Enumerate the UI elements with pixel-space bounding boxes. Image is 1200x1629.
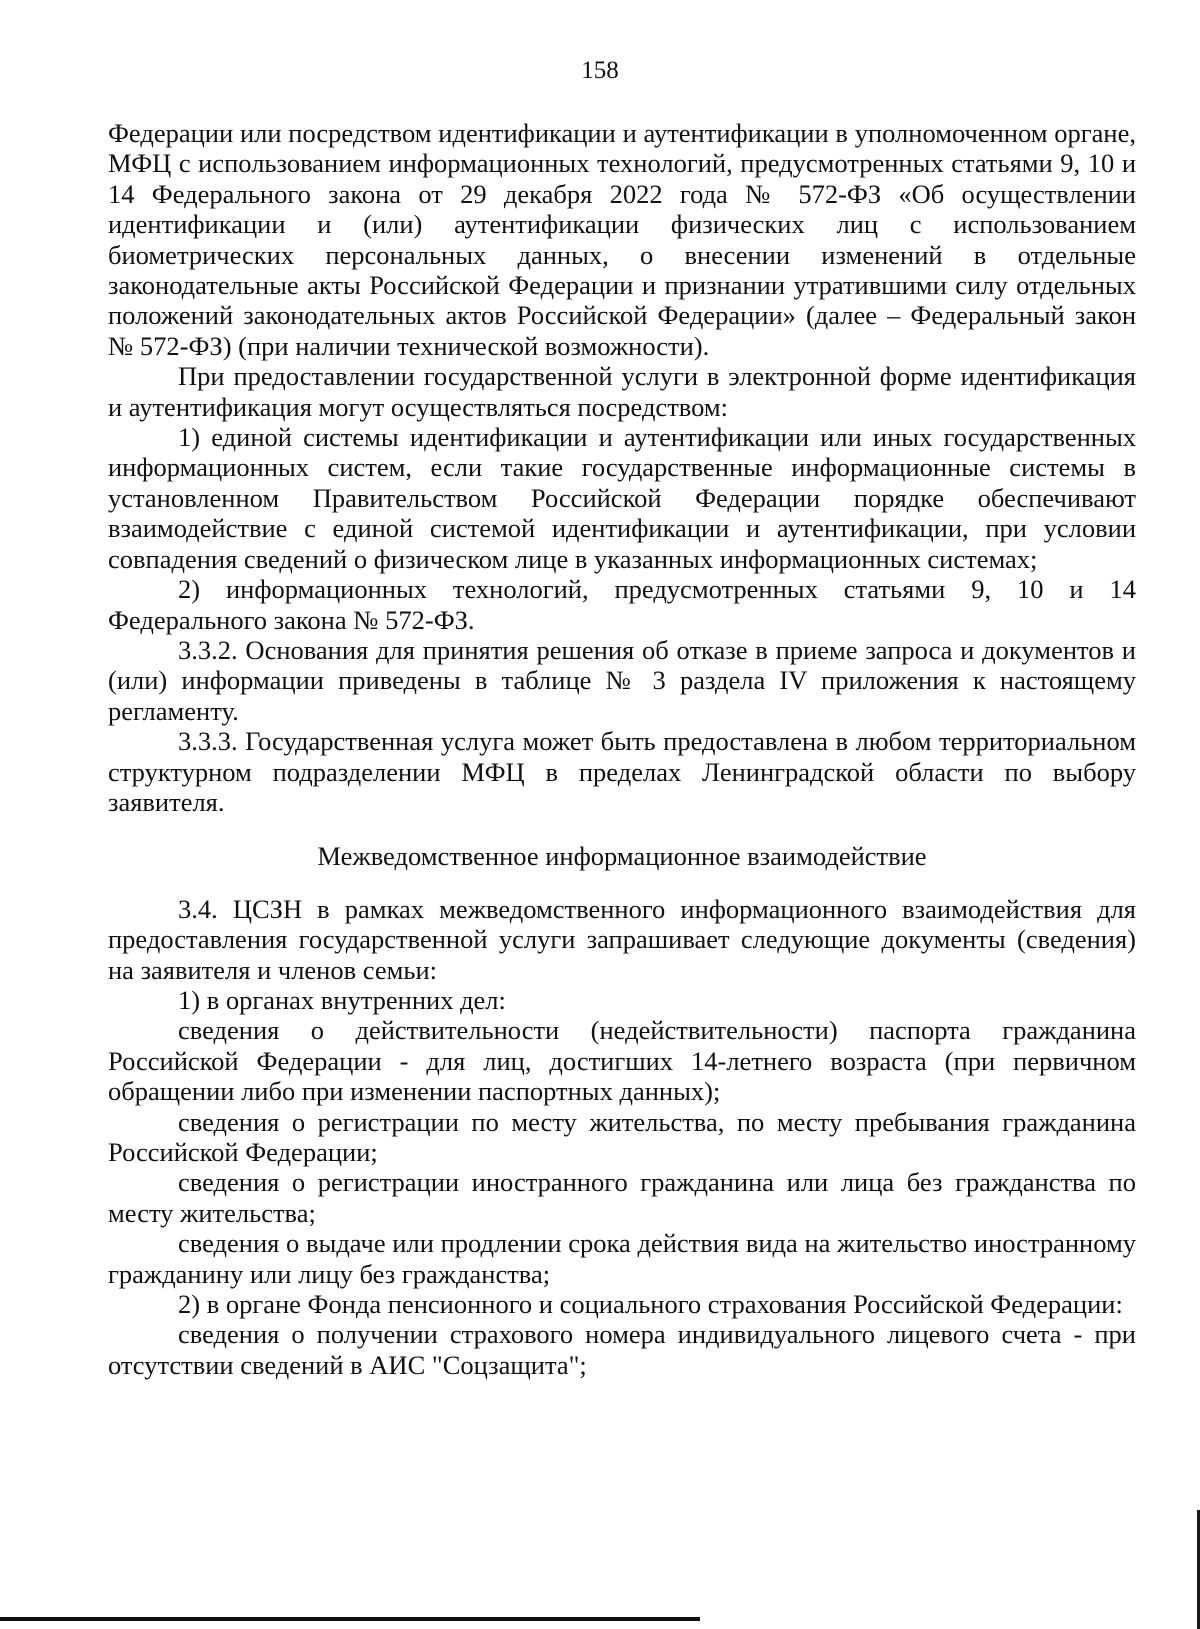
list-item: 2) информационных технологий, предусмотренных статьями 9, 10 и 14 Федерального закона № 572-ФЗ. [108,574,1136,635]
paragraph: Федерации или посредством идентификации и аутентификации в уполномоченном органе, МФЦ с использованием информационных технологий, предусмотренных статьями 9, 10 и 14 Федерального закона от 29 декабря 2022 года № 572-ФЗ «Об осуществлении идентификации и (или) аутентификации физических лиц с использованием биометрических персональных данных, о внесении изменений в отдельные законодательные акты Российской Федерации и признании утратившими силу отдельных положений законодательных актов Российской Федерации» (далее – Федеральный закон № 572-ФЗ) (при наличии технической возможности). [108,118,1136,361]
document-body [108,118,1136,1380]
list-subitem: сведения о действительности (недействительности) паспорта гражданина Российской Федерации - для лиц, достигших 14-летнего возраста (при первичном обращении либо при изменении паспортных данных); [108,1015,1136,1107]
list-subitem: сведения о получении страхового номера индивидуального лицевого счета - при отсутствии сведений в АИС "Соцзащита"; [108,1319,1136,1380]
scan-edge-line [0,1617,700,1621]
list-subitem: сведения о регистрации по месту жительства, по месту пребывания гражданина Российской Федерации; [108,1106,1136,1167]
paragraph: 3.3.3. Государственная услуга может быть предоставлена в любом территориальном структурном подразделении МФЦ в пределах Ленинградской области по выбору заявителя. [108,726,1136,817]
list-item: 1) единой системы идентификации и аутентификации или иных государственных информационных систем, если такие государственные информационные системы в установленном Правительством Российской Федерации порядке обеспечивают взаимодействие с единой системой идентификации и аутентификации, при условии совпадения сведений о физическом лице в указанных информационных системах; [108,422,1136,574]
list-subitem: сведения о выдаче или продлении срока действия вида на жительство иностранному гражданину или лицу без гражданства; [108,1228,1136,1289]
paragraph: При предоставлении государственной услуги в электронной форме идентификация и аутентификация могут осуществляться посредством: [108,361,1136,422]
list-subitem: сведения о регистрации иностранного гражданина или лица без гражданства по месту жительства; [108,1167,1136,1228]
paragraph: 3.4. ЦСЗН в рамках межведомственного информационного взаимодействия для предоставления государственной услуги запрашивает следующие документы (сведения) на заявителя и членов семьи: [108,893,1136,985]
list-item: 1) в органах внутренних дел: [178,984,506,1015]
section-heading: Межведомственное информационное взаимодействие [317,841,927,872]
page-number: 158 [581,57,619,84]
list-item: 2) в органе Фонда пенсионного и социального страхования Российской Федерации: [178,1289,1123,1320]
paragraph: 3.3.2. Основания для принятия решения об отказе в приеме запроса и документов и (или) информации приведены в таблице № 3 раздела IV приложения к настоящему регламенту. [108,634,1136,726]
